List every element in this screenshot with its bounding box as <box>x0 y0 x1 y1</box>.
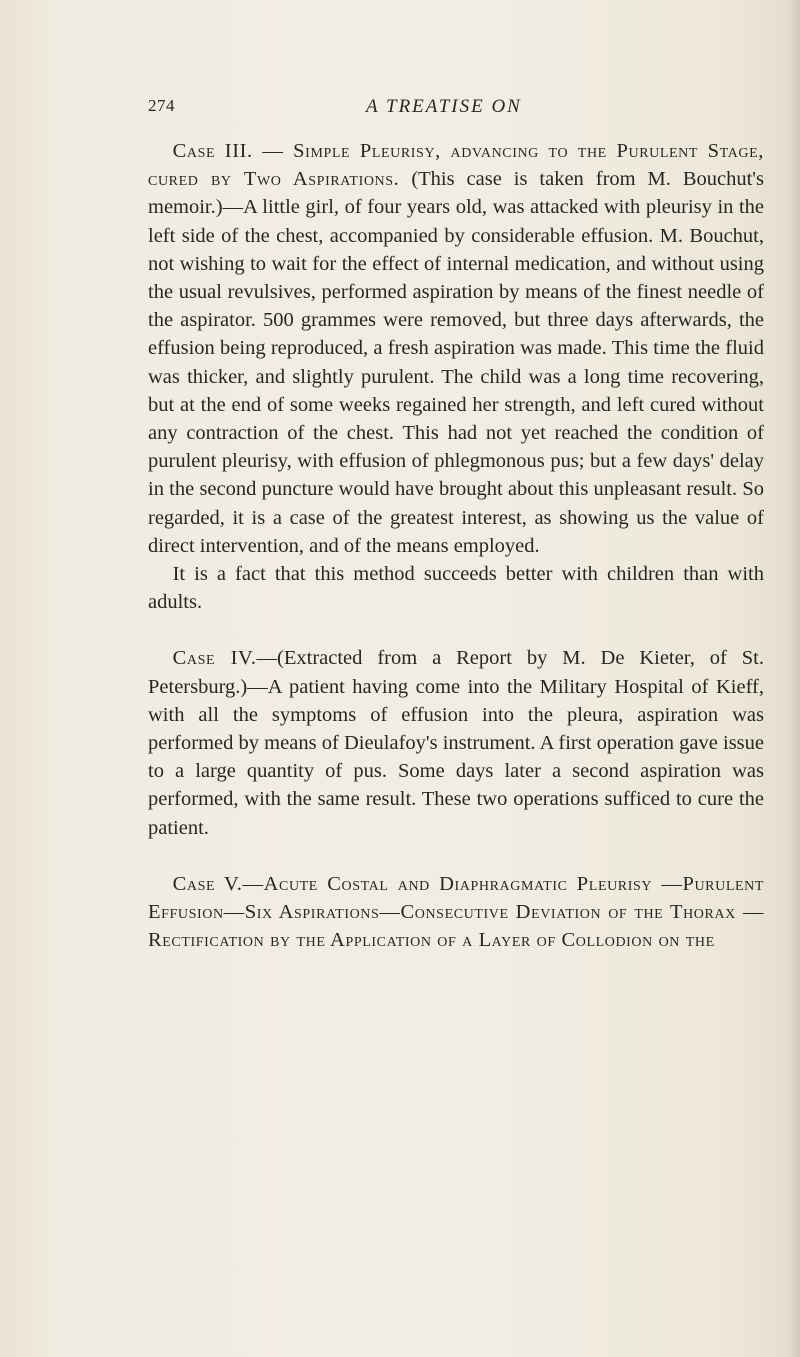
case-heading: Case III. — Simple Pleurisy, advancing to the Purulent Stage, cured by Two Aspirations. <box>148 140 764 191</box>
paragraph-text: It is a fact that this method succeeds better with children than with adults. <box>148 563 764 614</box>
paragraph-case-iii <box>148 137 764 560</box>
running-title: A TREATISE ON <box>366 96 522 117</box>
paragraph-text: —(Extracted from a Report by M. De Kieter, of St. Petersburg.)—A patient having come into the Military Hospital of Kieff, with all the symptoms of effusion into the pleura, aspiration was performed by means of Dieulafoy's instrument. A first operation gave issue to a large quantity of pus. Some days later a second aspiration was performed, with the same result. These two operations sufficed to cure the patient. <box>148 647 764 839</box>
paragraph-children-note <box>148 560 764 616</box>
case-heading: Case IV. <box>172 647 257 670</box>
paragraph-case-iv <box>148 644 764 841</box>
page-edge-shadow <box>786 0 800 1357</box>
body-text <box>148 137 764 954</box>
paragraph-case-v <box>148 870 764 955</box>
case-heading: Case V.—Acute Costal and Diaphragmatic Pleurisy —Purulent Effusion—Six Aspirations—Consecutive Deviation of the Thorax — Rectification by the Application of a Layer of Collodion on the <box>148 872 764 952</box>
running-head <box>148 96 748 126</box>
page-number: 274 <box>148 96 175 115</box>
paragraph-text: (This case is taken from M. Bouchut's memoir.)—A little girl, of four years old, was attacked with pleurisy in the left side of the chest, accompanied by considerable effusion. M. Bouchut, not wishing to wait for the effect of internal medication, and without using the usual revulsives, performed aspiration by means of the finest needle of the aspirator. 500 grammes were removed, but three days afterwards, the effusion being reproduced, a fresh aspiration was made. This time the fluid was thicker, and slightly purulent. The child was a long time recovering, but at the end of some weeks regained her strength, and left cured without any contraction of the chest. This had not yet reached the condition of purulent pleurisy, with effusion of phlegmonous pus; but a few days' delay in the second puncture would have brought about this unpleasant result. So regarded, it is a case of the greatest interest, as showing us the value of direct intervention, and of the means employed. <box>148 168 764 557</box>
